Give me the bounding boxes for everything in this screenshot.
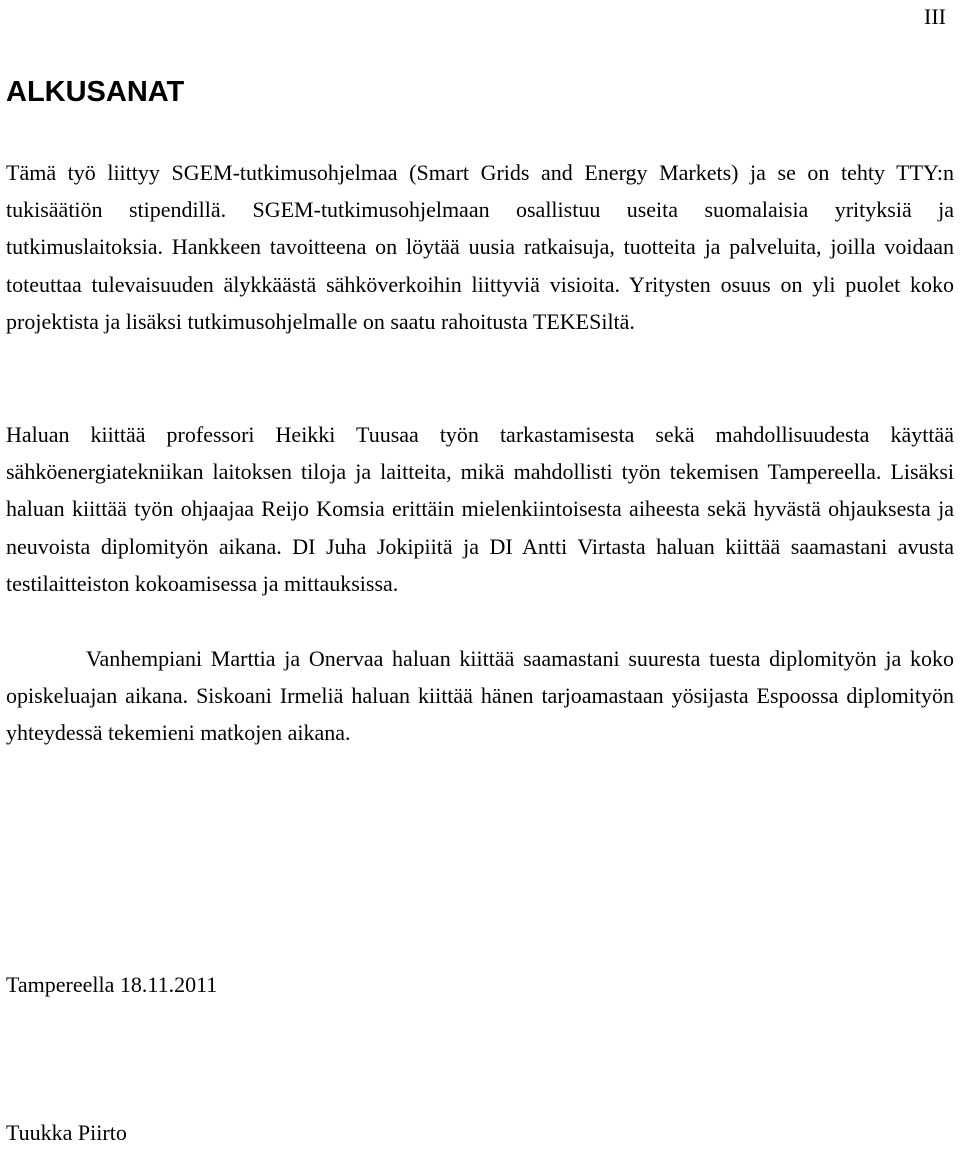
page-title: ALKUSANAT: [6, 76, 185, 108]
author-name: Tuukka Piirto: [6, 1120, 127, 1145]
paragraph-family-thanks: Vanhempiani Marttia ja Onervaa haluan kiittää saamastani suuresta tuesta diplomityön ja koko opiskeluajan aikana. Siskoani Irmeliä haluan kiittää hänen tarjoamastaan yösijasta Espoossa diplomityön yhteydessä tekemieni matkojen aikana.: [6, 646, 954, 746]
paragraph-intro: Tämä työ liittyy SGEM-tutkimusohjelmaa (Smart Grids and Energy Markets) ja se on tehty TTY:n tukisäätiön stipendillä. SGEM-tutkimusohjelmaan osallistuu useita suomalaisia yrityksiä ja tutkimuslaitoksia. Hankkeen tavoitteena on löytää uusia ratkaisuja, tuotteita ja palveluita, joilla voidaan toteuttaa tulevaisuuden älykkäästä sähköverkoihin liittyviä visioita. Yritysten osuus on yli puolet koko projektista ja lisäksi tutkimusohjelmalle on saatu rahoitusta TEKESiltä.: [6, 160, 954, 334]
paragraph-acknowledgements: Haluan kiittää professori Heikki Tuusaa työn tarkastamisesta sekä mahdollisuudesta käyttää sähköenergiatekniikan laitoksen tiloja ja laitteita, mikä mahdollisti työn tekemisen Tampereella. Lisäksi haluan kiittää työn ohjaajaa Reijo Komsia erittäin mielenkiintoisesta aiheesta sekä hyvästä ohjauksesta ja neuvoista diplomityön aikana. DI Juha Jokipiitä ja DI Antti Virtasta haluan kiittää saamastani avusta testilaitteiston kokoamisessa ja mittauksissa.: [6, 422, 954, 596]
page-number: III: [924, 4, 946, 29]
place-date: Tampereella 18.11.2011: [6, 972, 218, 997]
